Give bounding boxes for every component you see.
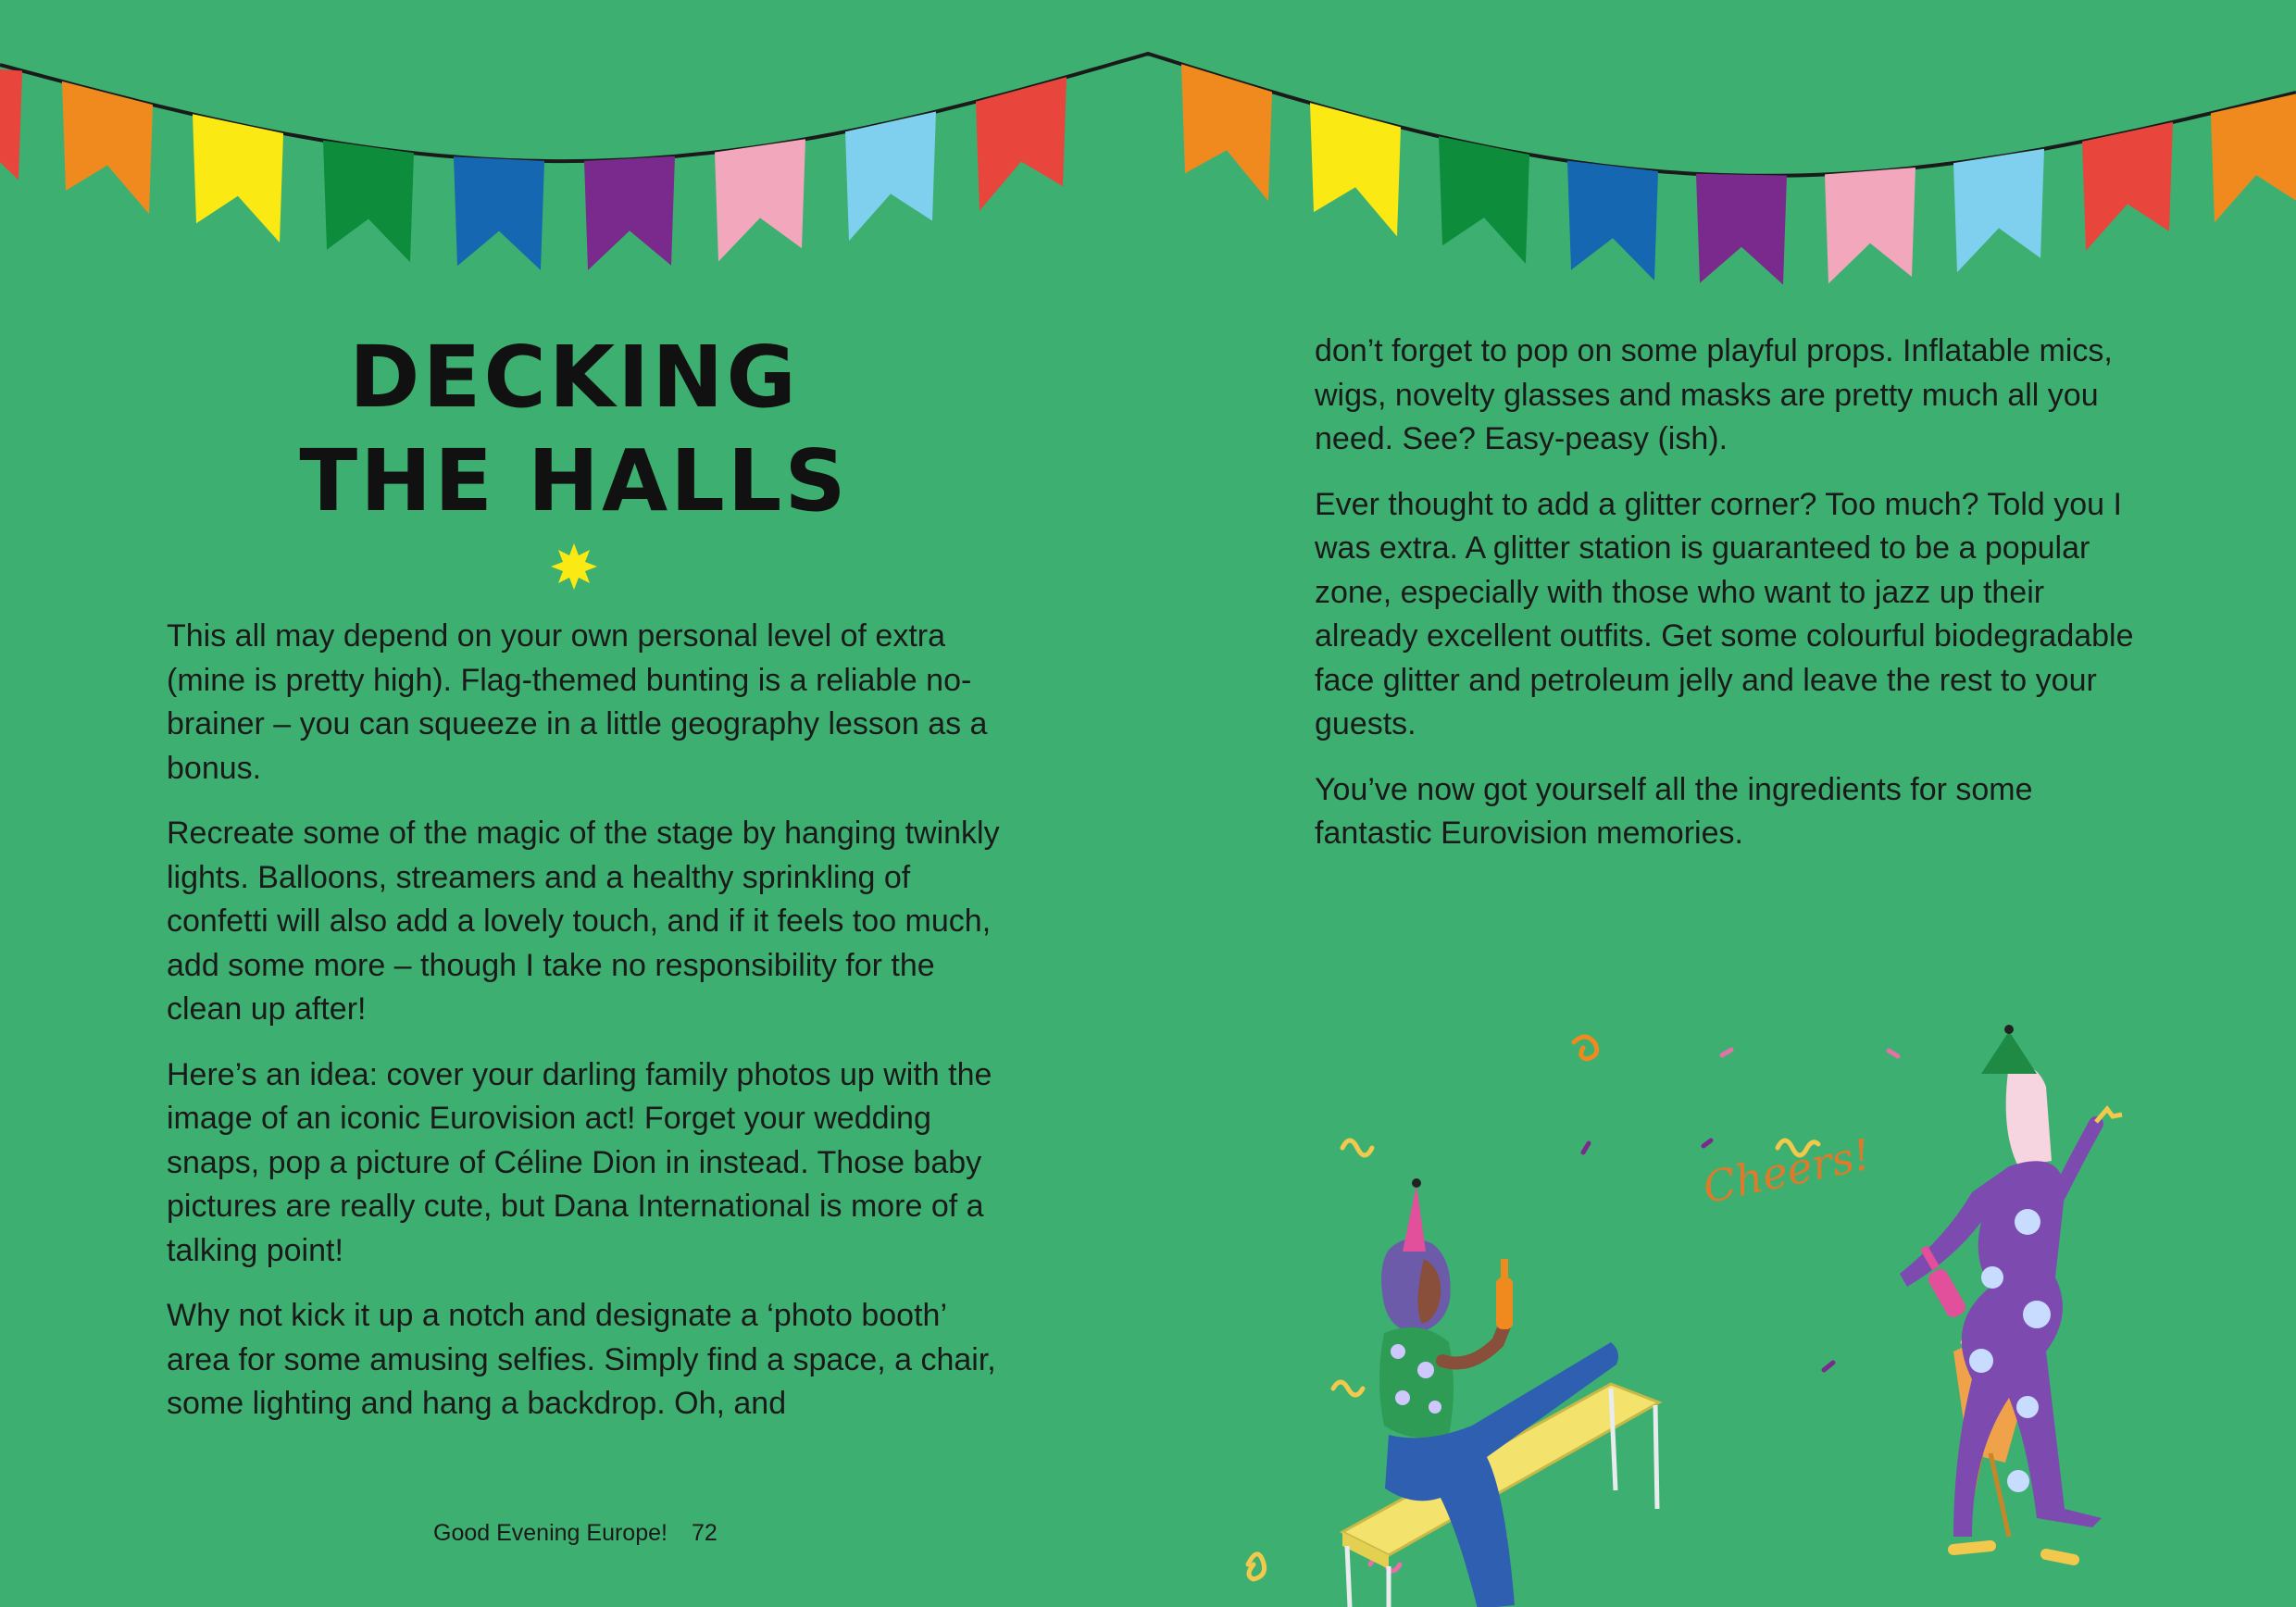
- paragraph: Recreate some of the magic of the stage by hanging twinkly lights. Balloons, streamers and a healthy sprinkling of confetti will also add a lovely touch, and if it feels too much, add some more – though I take no responsibility for the clean up after!: [167, 816, 1000, 1027]
- star-icon: [550, 542, 598, 591]
- standing-woman: [1900, 1025, 2122, 1560]
- paragraph: Ever thought to add a glitter corner? Too much? Told you I was extra. A glitter station is guaranteed to be a popular zone, especially with those who want to jazz up their already excellent outfits. Get some colourful biodegradable face glitter and petroleum jelly and leave the rest to your guests.: [1315, 486, 2134, 741]
- paragraph: This all may depend on your own personal level of extra (mine is pretty high). Flag-themed bunting is a reliable no-brainer – you can squeeze in a little geography lesson as a bonus.: [167, 618, 988, 786]
- paragraph: Why not kick it up a notch and designate a ‘photo booth’ area for some amusing selfies. Simply find a space, a chair, some lighting and hang a backdrop. Oh, and: [167, 1298, 996, 1421]
- paragraph: Here’s an idea: cover your darling family photos up with the image of an iconic Eurovision act! Forget your wedding snaps, pop a picture of Céline Dion in instead. Those baby pictures are really cute, but Dana International is more of a talking point!: [167, 1056, 992, 1268]
- page-number: 72: [691, 1520, 718, 1546]
- confetti: [1241, 1037, 2026, 1579]
- paragraph: don’t forget to pop on some playful props. Inflatable mics, wigs, novelty glasses and masks are pretty much all you need. See? Easy-peasy (ish).: [1315, 333, 2113, 456]
- page-footer: [433, 1520, 718, 1547]
- left-column-text: [167, 615, 1000, 1448]
- cheers-lettering: Cheers!: [1698, 1128, 1876, 1214]
- footer-book-title: Good Evening Europe!: [433, 1520, 668, 1546]
- right-column-text: [1315, 330, 2148, 878]
- paragraph: You’ve now got yourself all the ingredients for some fantastic Eurovision memories.: [1315, 771, 2033, 851]
- page-title: [167, 326, 981, 533]
- seated-woman: [1379, 1178, 1618, 1607]
- party-illustration: [1241, 1009, 2296, 1607]
- title-line-2: THE HALLS: [299, 431, 849, 530]
- title-line-1: DECKING: [349, 328, 799, 427]
